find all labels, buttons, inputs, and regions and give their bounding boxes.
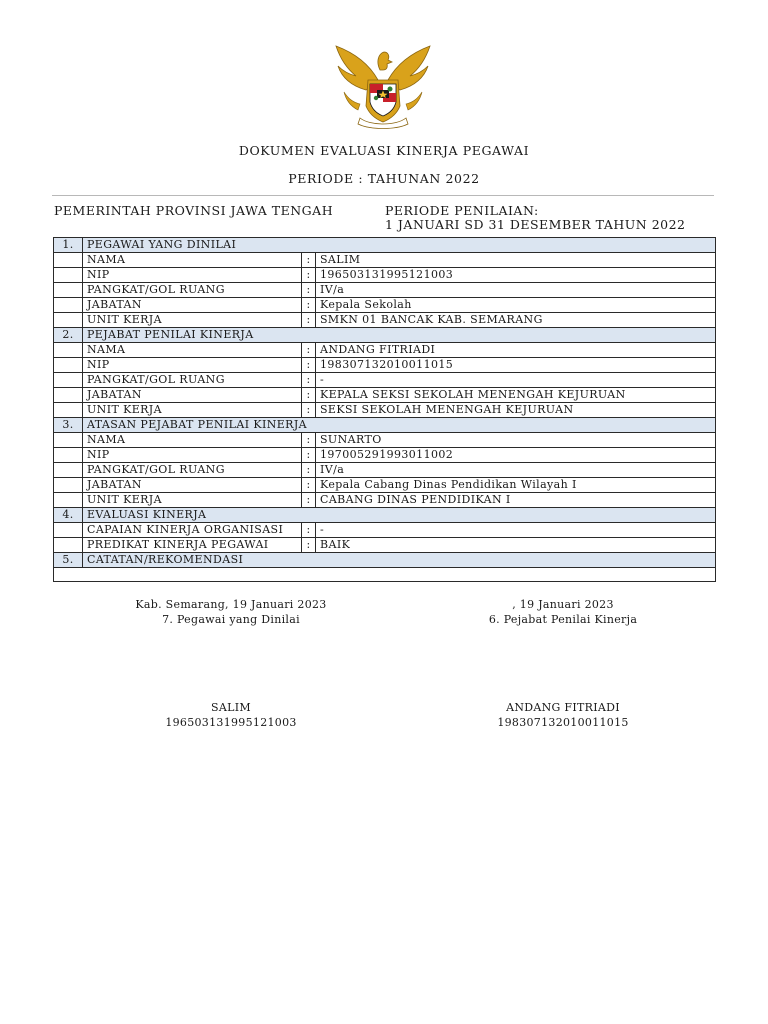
row-spacer: [54, 268, 83, 283]
section-title: CATATAN/REKOMENDASI: [83, 553, 716, 568]
field-value: 198307132010011015: [316, 358, 716, 373]
field-colon: :: [302, 283, 316, 298]
signature-right-name: ANDANG FITRIADI: [506, 701, 620, 714]
field-colon: :: [302, 373, 316, 388]
field-colon: :: [302, 523, 316, 538]
signature-left-place-date: Kab. Semarang, 19 Januari 2023: [135, 598, 327, 611]
table-row: [54, 298, 716, 313]
assessment-period-value: 1 JANUARI SD 31 DESEMBER TAHUN 2022: [385, 217, 686, 232]
row-spacer: [54, 343, 83, 358]
row-spacer: [54, 493, 83, 508]
field-label: UNIT KERJA: [83, 493, 302, 508]
notes-cell: [54, 568, 716, 582]
signature-right-nip: 198307132010011015: [497, 716, 629, 729]
section-number: 3.: [54, 418, 83, 433]
garuda-emblem-icon: [330, 40, 436, 132]
table-row: [54, 538, 716, 553]
section-number: 5.: [54, 553, 83, 568]
field-value: SALIM: [316, 253, 716, 268]
table-row: [54, 268, 716, 283]
section-title: PEGAWAI YANG DINILAI: [83, 238, 716, 253]
field-value: IV/a: [316, 283, 716, 298]
field-label: JABATAN: [83, 298, 302, 313]
section-header-row: [54, 328, 716, 343]
table-row: [54, 403, 716, 418]
table-row: [54, 373, 716, 388]
row-spacer: [54, 373, 83, 388]
document-period: PERIODE : TAHUNAN 2022: [288, 171, 480, 186]
table-row: [54, 523, 716, 538]
field-value: Kepala Cabang Dinas Pendidikan Wilayah I: [316, 478, 716, 493]
field-value: SEKSI SEKOLAH MENENGAH KEJURUAN: [316, 403, 716, 418]
table-row: [54, 358, 716, 373]
row-spacer: [54, 433, 83, 448]
field-value: SUNARTO: [316, 433, 716, 448]
field-colon: :: [302, 463, 316, 478]
section-header-row: [54, 238, 716, 253]
signature-left-role: 7. Pegawai yang Dinilai: [162, 613, 300, 626]
field-label: JABATAN: [83, 388, 302, 403]
section-header-row: [54, 553, 716, 568]
field-colon: :: [302, 268, 316, 283]
field-value: 197005291993011002: [316, 448, 716, 463]
row-spacer: [54, 478, 83, 493]
section-number: 2.: [54, 328, 83, 343]
field-colon: :: [302, 478, 316, 493]
field-label: NAMA: [83, 253, 302, 268]
section-title: ATASAN PEJABAT PENILAI KINERJA: [83, 418, 716, 433]
row-spacer: [54, 448, 83, 463]
field-value: 196503131995121003: [316, 268, 716, 283]
field-colon: :: [302, 343, 316, 358]
row-spacer: [54, 463, 83, 478]
field-value: -: [316, 523, 716, 538]
field-label: PANGKAT/GOL RUANG: [83, 463, 302, 478]
field-colon: :: [302, 448, 316, 463]
field-value: -: [316, 373, 716, 388]
field-label: NAMA: [83, 433, 302, 448]
signature-left-name: SALIM: [211, 701, 251, 714]
table-row: [54, 343, 716, 358]
field-colon: :: [302, 433, 316, 448]
section-number: 1.: [54, 238, 83, 253]
field-value: KEPALA SEKSI SEKOLAH MENENGAH KEJURUAN: [316, 388, 716, 403]
row-spacer: [54, 283, 83, 298]
table-row: [54, 283, 716, 298]
section-number: 4.: [54, 508, 83, 523]
field-label: PANGKAT/GOL RUANG: [83, 283, 302, 298]
section-title: PEJABAT PENILAI KINERJA: [83, 328, 716, 343]
table-row: [54, 388, 716, 403]
field-value: CABANG DINAS PENDIDIKAN I: [316, 493, 716, 508]
row-spacer: [54, 298, 83, 313]
field-label: NIP: [83, 268, 302, 283]
field-label: UNIT KERJA: [83, 313, 302, 328]
table-row: [54, 253, 716, 268]
signature-right-place-date: , 19 Januari 2023: [512, 598, 614, 611]
field-label: PANGKAT/GOL RUANG: [83, 373, 302, 388]
row-spacer: [54, 403, 83, 418]
field-label: NAMA: [83, 343, 302, 358]
field-label: NIP: [83, 358, 302, 373]
row-spacer: [54, 253, 83, 268]
document-title: DOKUMEN EVALUASI KINERJA PEGAWAI: [238, 143, 530, 158]
field-colon: :: [302, 313, 316, 328]
section-header-row: [54, 508, 716, 523]
signature-right-role: 6. Pejabat Penilai Kinerja: [488, 613, 638, 626]
evaluation-table: [53, 237, 716, 582]
field-label: NIP: [83, 448, 302, 463]
row-spacer: [54, 388, 83, 403]
header-divider: [52, 195, 714, 196]
assessment-period-label: PERIODE PENILAIAN:: [385, 203, 539, 218]
table-row: [54, 478, 716, 493]
field-label: UNIT KERJA: [83, 403, 302, 418]
table-row: [54, 463, 716, 478]
field-colon: :: [302, 253, 316, 268]
row-spacer: [54, 358, 83, 373]
row-spacer: [54, 313, 83, 328]
field-label: PREDIKAT KINERJA PEGAWAI: [83, 538, 302, 553]
row-spacer: [54, 523, 83, 538]
field-value: Kepala Sekolah: [316, 298, 716, 313]
institution-name: PEMERINTAH PROVINSI JAWA TENGAH: [54, 203, 334, 218]
field-value: BAIK: [316, 538, 716, 553]
field-colon: :: [302, 298, 316, 313]
field-label: JABATAN: [83, 478, 302, 493]
field-value: SMKN 01 BANCAK KAB. SEMARANG: [316, 313, 716, 328]
section-header-row: [54, 418, 716, 433]
field-colon: :: [302, 403, 316, 418]
table-row: [54, 448, 716, 463]
field-colon: :: [302, 388, 316, 403]
field-value: IV/a: [316, 463, 716, 478]
field-label: CAPAIAN KINERJA ORGANISASI: [83, 523, 302, 538]
field-colon: :: [302, 358, 316, 373]
notes-blank-row: [54, 568, 716, 582]
table-row: [54, 433, 716, 448]
field-colon: :: [302, 493, 316, 508]
table-row: [54, 313, 716, 328]
row-spacer: [54, 538, 83, 553]
field-value: ANDANG FITRIADI: [316, 343, 716, 358]
section-title: EVALUASI KINERJA: [83, 508, 716, 523]
table-row: [54, 493, 716, 508]
signature-left-nip: 196503131995121003: [165, 716, 297, 729]
field-colon: :: [302, 538, 316, 553]
